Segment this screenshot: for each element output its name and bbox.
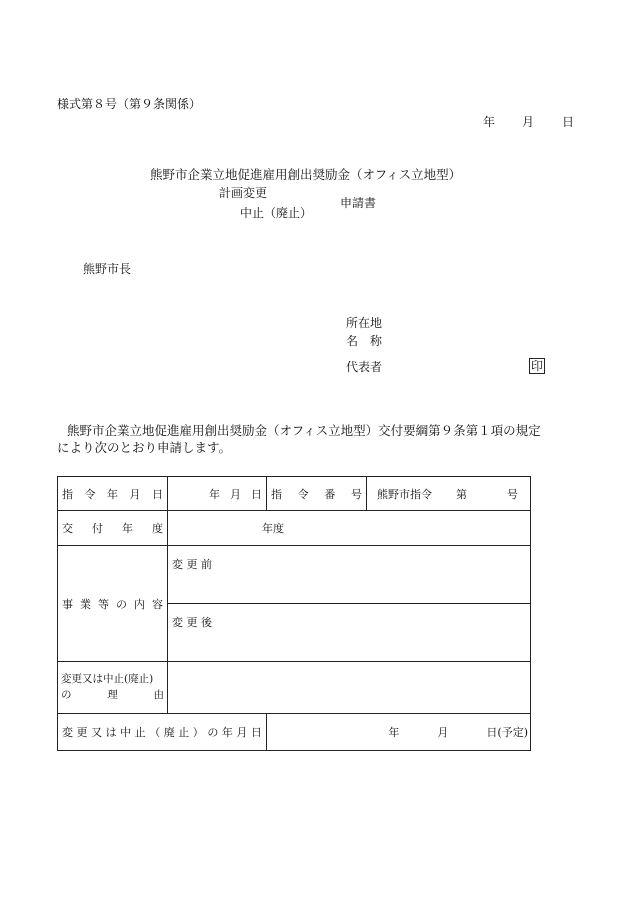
header-date-day: 日	[562, 115, 575, 129]
label-char: 令	[84, 487, 96, 501]
seal-mark: 印	[531, 359, 544, 373]
label-char: は	[105, 726, 117, 739]
label-char: 度	[152, 522, 163, 535]
applicant-rep-label: 代表者	[346, 360, 383, 374]
label-char: 月	[129, 487, 141, 501]
order-date-day: 日	[251, 487, 262, 501]
label-char: 更	[76, 726, 88, 739]
label-char: 令	[297, 487, 309, 501]
label-char: 年	[221, 726, 233, 739]
label-char: 指	[271, 487, 282, 501]
change-date-day: 日(予定)	[486, 726, 528, 739]
change-date-label	[58, 714, 267, 751]
body-text-line1: 熊野市企業立地促進雇用創出奨励金（オフィス立地型）交付要綱第９条第１項の規定	[67, 423, 541, 438]
label-char: 又	[91, 726, 103, 739]
label-char: 号	[350, 487, 362, 501]
label-char: 由	[153, 688, 164, 701]
table-row-content-before	[58, 546, 531, 604]
fiscal-year-value[interactable]	[168, 511, 531, 546]
fiscal-year-label-chars	[62, 520, 163, 536]
label-char: 理	[107, 688, 118, 701]
label-char: 年	[107, 487, 118, 501]
title-suffix: 申請書	[340, 196, 377, 210]
order-number-dai: 第	[456, 487, 467, 501]
change-date-value[interactable]	[267, 714, 531, 751]
label-char: 交	[62, 522, 73, 535]
order-date-label-chars	[62, 486, 163, 502]
label-char: の	[116, 597, 127, 611]
fiscal-year-suffix: 年度	[262, 522, 284, 535]
fiscal-year-label	[58, 511, 168, 546]
label-char: 中	[120, 726, 132, 739]
label-char: （	[149, 726, 161, 739]
business-content-label	[58, 546, 168, 662]
order-date-year: 年	[209, 487, 220, 501]
reason-label-line1: 変更又は中止(廃止)	[61, 672, 154, 685]
label-char: 指	[62, 487, 73, 501]
label-char: 等	[98, 597, 109, 611]
table-row-fiscal-year	[58, 511, 531, 546]
body-text-line2: により次のとおり申請します。	[57, 440, 232, 455]
order-number-label-chars	[271, 486, 362, 502]
content-after-label: 変 更 後	[172, 616, 212, 629]
title-option-change: 計画変更	[219, 186, 268, 200]
header-date-month: 月	[522, 115, 535, 129]
seal-stamp	[529, 358, 545, 374]
table-row-change-date	[58, 714, 531, 751]
form-number: 様式第８号（第９条関係）	[57, 97, 202, 111]
order-date-month: 月	[230, 487, 241, 501]
order-date-label	[58, 477, 168, 511]
reason-field[interactable]	[168, 662, 531, 714]
order-date-value[interactable]	[168, 477, 267, 511]
order-number-go: 号	[507, 487, 518, 501]
content-before-label: 変 更 前	[172, 558, 212, 571]
addressee: 熊野市長	[83, 262, 132, 276]
label-char: 止	[178, 726, 190, 739]
change-date-year: 年	[388, 726, 400, 739]
applicant-address-label: 所在地	[346, 316, 383, 330]
label-char: の	[61, 688, 72, 701]
header-date-year: 年	[483, 115, 496, 129]
order-number-label	[267, 477, 367, 511]
reason-label	[58, 662, 168, 714]
label-char: の	[207, 726, 219, 739]
reason-label-line2	[61, 688, 164, 704]
label-char: 事	[62, 597, 73, 611]
label-char: 業	[80, 597, 91, 611]
label-char: 容	[152, 597, 163, 611]
applicant-name-label: 名 称	[346, 334, 383, 348]
business-content-label-chars	[62, 596, 163, 612]
label-char: 変	[62, 726, 73, 739]
order-number-prefix: 熊野市指令	[377, 487, 432, 501]
label-char: 年	[122, 522, 133, 535]
label-char: 日	[152, 487, 163, 501]
label-char: 内	[134, 597, 145, 611]
label-char: 日	[250, 726, 262, 739]
label-char: 月	[236, 726, 248, 739]
content-before-field[interactable]	[168, 546, 531, 604]
label-char: 廃	[163, 726, 175, 739]
change-date-month: 月	[437, 726, 449, 739]
order-number-value[interactable]	[367, 477, 531, 511]
application-table	[57, 476, 531, 751]
label-char: 止	[134, 726, 146, 739]
table-row-order-date	[58, 477, 531, 511]
title-option-stop: 中止（廃止）	[240, 206, 313, 220]
label-char: 付	[92, 522, 103, 535]
label-char: 番	[324, 487, 336, 501]
label-char: ）	[192, 726, 204, 739]
table-row-reason	[58, 662, 531, 714]
content-after-field[interactable]	[168, 604, 531, 662]
change-date-label-chars	[62, 724, 262, 740]
document-title: 熊野市企業立地促進雇用創出奨励金（オフィス立地型）	[150, 167, 462, 182]
